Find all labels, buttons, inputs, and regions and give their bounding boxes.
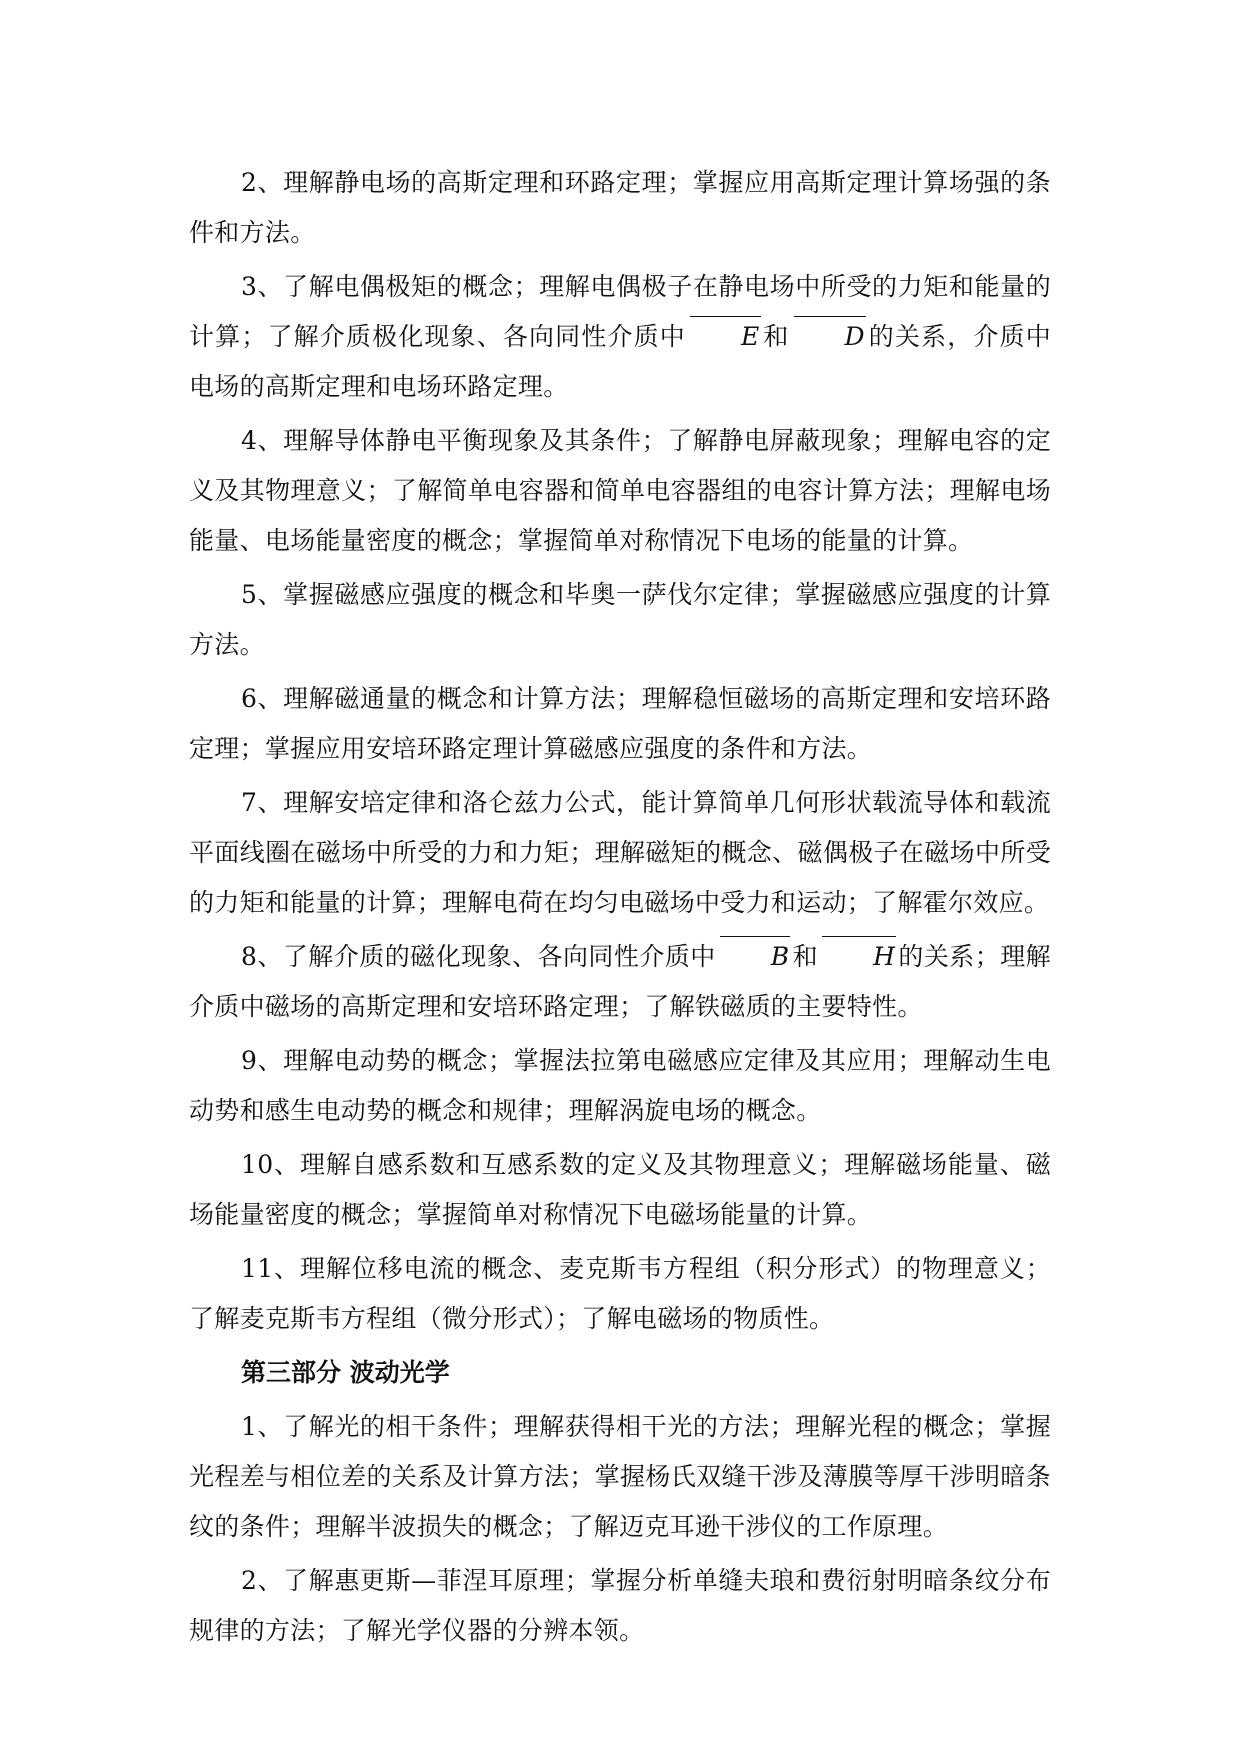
vector-e: E: [686, 312, 763, 362]
item-magnetic-flux: 6、理解磁通量的概念和计算方法；理解稳恒磁场的高斯定理和安培环路定理；掌握应用安培环路定理计算磁感应强度的条件和方法。: [189, 684, 1051, 763]
item-ampere-lorentz: 7、理解安培定律和洛仑兹力公式，能计算简单几何形状载流导体和载流平面线圈在磁场中所受的力和力矩；理解磁矩的概念、磁偶极子在磁场中所受的力矩和能量的计算；理解电荷在均匀电磁场中受力和运动；了解霍尔效应。: [189, 788, 1051, 917]
item-dipole-text-b: 和: [762, 322, 790, 351]
vector-d: D: [790, 312, 868, 362]
item-magnetization-text-b: 和: [792, 942, 819, 971]
item-dipole-moment: [189, 262, 1051, 412]
item-dipole-text-a: 3、了解电偶极矩的概念；理解电偶极子在静电场中所受的力矩和能量的计算；了解介质极化现象、各向同性介质中: [189, 272, 1051, 351]
item-electrostatic-gauss: 2、理解静电场的高斯定理和环路定理；掌握应用高斯定理计算场强的条件和方法。: [189, 168, 1051, 247]
item-magnetization: [189, 932, 1051, 1032]
item-magnetization-text-c: 的关系；理解介质中磁场的高斯定理和安培环路定理；了解铁磁质的主要特性。: [189, 942, 1051, 1021]
section-heading-wave-optics: 第三部分 波动光学: [241, 1358, 450, 1387]
document-page: [189, 158, 1051, 1660]
item-conductor-equilibrium: 4、理解导体静电平衡现象及其条件；了解静电屏蔽现象；理解电容的定义及其物理意义；了解简单电容器和简单电容器组的电容计算方法；理解电场能量、电场能量密度的概念；掌握简单对称情况下电场的能量的计算。: [189, 426, 1051, 555]
item-maxwell: 11、理解位移电流的概念、麦克斯韦方程组（积分形式）的物理意义；了解麦克斯韦方程组（微分形式）；了解电磁场的物质性。: [189, 1254, 1051, 1333]
item-diffraction: 2、了解惠更斯—菲涅耳原理；掌握分析单缝夫琅和费衍射明暗条纹分布规律的方法；了解光学仪器的分辨本领。: [189, 1566, 1051, 1645]
item-interference: 1、了解光的相干条件；理解获得相干光的方法；理解光程的概念；掌握光程差与相位差的关系及计算方法；掌握杨氏双缝干涉及薄膜等厚干涉明暗条纹的条件；理解半波损失的概念；了解迈克耳逊干涉仪的工作原理。: [189, 1412, 1051, 1541]
item-magnetization-text-a: 8、了解介质的磁化现象、各向同性介质中: [241, 942, 716, 971]
item-emf: 9、理解电动势的概念；掌握法拉第电磁感应定律及其应用；理解动生电动势和感生电动势的概念和规律；理解涡旋电场的概念。: [189, 1046, 1051, 1125]
item-biot-savart: 5、掌握磁感应强度的概念和毕奥一萨伐尔定律；掌握磁感应强度的计算方法。: [189, 580, 1051, 659]
vector-h: H: [818, 932, 898, 982]
item-dipole-text-c: 的关系，介质中电场的高斯定理和电场环路定理。: [189, 322, 1051, 401]
item-inductance: 10、理解自感系数和互感系数的定义及其物理意义；理解磁场能量、磁场能量密度的概念；掌握简单对称情况下电磁场能量的计算。: [189, 1150, 1051, 1229]
vector-b: B: [716, 932, 793, 982]
